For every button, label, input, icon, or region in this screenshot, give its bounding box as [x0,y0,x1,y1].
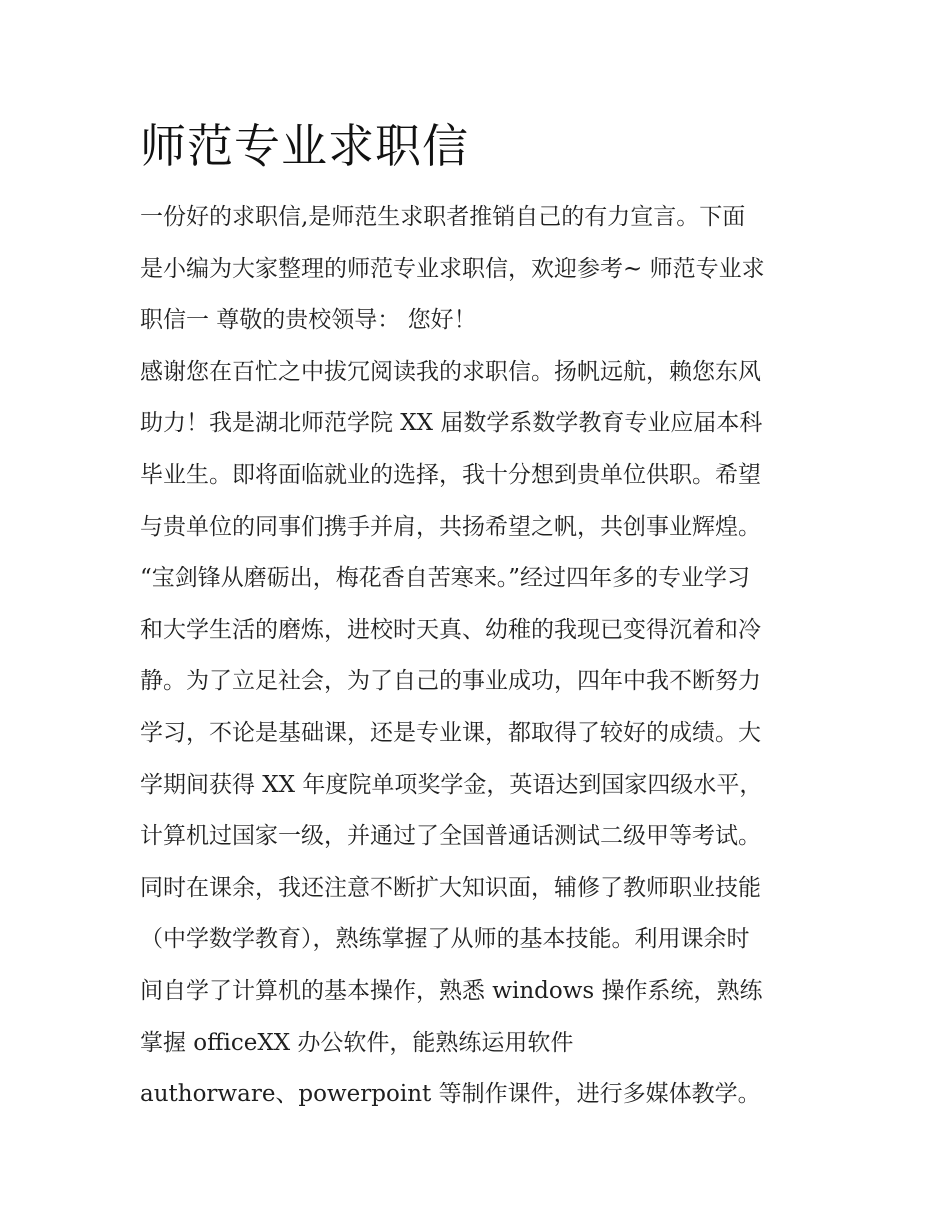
body-line: 和大学生活的磨炼，进校时天真、幼稚的我现已变得沉着和冷 [140,616,761,643]
body-line: 掌握 officeXX 办公软件，能熟练运用软件 [140,1029,574,1056]
body-line: 计算机过国家一级，并通过了全国普通话测试二级甲等考试。 [140,823,761,850]
body-line: authorware、powerpoint 等制作课件，进行多媒体教学。 [140,1081,761,1108]
body-line: 毕业生。即将面临就业的选择，我十分想到贵单位供职。希望 [140,461,761,488]
body-line: 同时在课余，我还注意不断扩大知识面，辅修了教师职业技能 [140,874,761,901]
body-line: 职信一 尊敬的贵校领导： 您好！ [140,307,477,334]
body-line: 学习，不论是基础课，还是专业课，都取得了较好的成绩。大 [140,719,761,746]
body-line: 静。为了立足社会，为了自己的事业成功，四年中我不断努力 [140,668,761,695]
body-line: 学期间获得 XX 年度院单项奖学金，英语达到国家四级水平， [140,771,763,798]
body-line: “宝剑锋从磨砺出，梅花香自苦寒来。”经过四年多的专业学习 [140,565,751,592]
body-line: 感谢您在百忙之中拔冗阅读我的求职信。扬帆远航，赖您东风 [140,358,761,385]
body-line: 助力！我是湖北师范学院 XX 届数学系数学教育专业应届本科 [140,410,763,437]
body-line: 一份好的求职信,是师范生求职者推销自己的有力宣言。下面 [140,204,746,230]
body-line: 与贵单位的同事们携手并肩，共扬希望之帆，共创事业辉煌。 [140,513,761,540]
body-line: （中学数学教育），熟练掌握了从师的基本技能。利用课余时 [140,926,750,953]
body-line: 是小编为大家整理的师范专业求职信，欢迎参考~ 师范专业求 [140,255,765,282]
body-line: 间自学了计算机的基本操作，熟悉 windows 操作系统，熟练 [140,977,763,1004]
page-title: 师范专业求职信 [140,119,469,173]
document-body [140,192,820,1121]
document-content [140,116,820,1121]
